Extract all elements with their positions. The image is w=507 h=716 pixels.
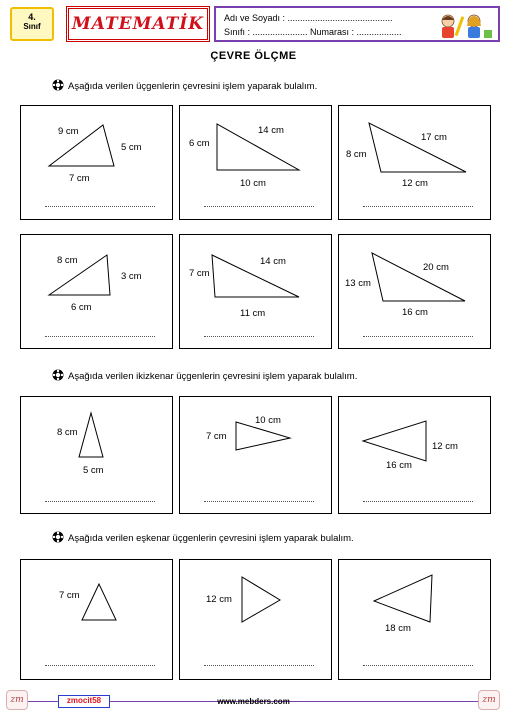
class-number-line: Sınıfı : ...................... Numarası : .................. <box>224 27 402 37</box>
flower-bullet-icon <box>52 79 64 91</box>
right-zm-logo: zm <box>478 690 500 710</box>
instruction-3 <box>52 531 354 544</box>
answer-line <box>45 665 155 666</box>
side-label: 7 cm <box>189 268 210 279</box>
subject-banner <box>66 6 210 42</box>
triangle-shape <box>180 106 333 221</box>
triangle-card-1 <box>20 105 173 220</box>
triangle-card-2 <box>179 105 332 220</box>
answer-line <box>204 336 314 337</box>
kids-illustration-icon <box>434 12 494 40</box>
flower-bullet-icon <box>52 369 64 381</box>
isosceles-card-3 <box>338 396 491 514</box>
answer-line <box>363 665 473 666</box>
isosceles-card-1 <box>20 396 173 514</box>
page-title: ÇEVRE ÖLÇME <box>210 50 297 62</box>
side-label: 17 cm <box>421 132 447 143</box>
isosceles-card-2 <box>179 396 332 514</box>
name-line: Adı ve Soyadı : .......................................... <box>224 13 393 23</box>
side-label: 9 cm <box>58 126 79 137</box>
side-label: 7 cm <box>206 431 227 442</box>
side-label: 8 cm <box>57 255 78 266</box>
side-label: 10 cm <box>255 415 281 426</box>
answer-line <box>45 336 155 337</box>
triangle-shape <box>339 560 492 681</box>
side-label: 12 cm <box>432 441 458 452</box>
grade-number: 4. <box>28 12 36 22</box>
side-label: 12 cm <box>206 594 232 605</box>
triangle-shape <box>21 397 174 515</box>
side-label: 10 cm <box>240 178 266 189</box>
side-label: 13 cm <box>345 278 371 289</box>
side-label: 8 cm <box>57 427 78 438</box>
worksheet-code: zmocit58 <box>58 695 110 708</box>
answer-line <box>204 501 314 502</box>
instruction-1 <box>52 79 317 92</box>
answer-line <box>204 665 314 666</box>
website-link[interactable]: www.mebders.com <box>217 697 290 706</box>
triangle-shape <box>339 106 492 221</box>
instruction-text: Aşağıda verilen eşkenar üçgenlerin çevresini işlem yaparak bulalım. <box>68 533 354 544</box>
instruction-2 <box>52 369 357 382</box>
triangle-shape <box>21 106 174 221</box>
triangle-shape <box>180 560 333 681</box>
grade-badge <box>10 7 54 41</box>
side-label: 20 cm <box>423 262 449 273</box>
flower-bullet-icon <box>52 531 64 543</box>
triangle-card-3 <box>338 105 491 220</box>
answer-line <box>204 206 314 207</box>
side-label: 18 cm <box>385 623 411 634</box>
side-label: 14 cm <box>258 125 284 136</box>
side-label: 16 cm <box>386 460 412 471</box>
side-label: 7 cm <box>69 173 90 184</box>
triangle-shape <box>180 235 333 350</box>
answer-line <box>363 206 473 207</box>
triangle-shape <box>339 235 492 350</box>
triangle-card-4 <box>20 234 173 349</box>
side-label: 6 cm <box>189 138 210 149</box>
side-label: 5 cm <box>121 142 142 153</box>
instruction-text: Aşağıda verilen üçgenlerin çevresini işlem yaparak bulalım. <box>68 81 318 92</box>
side-label: 5 cm <box>83 465 104 476</box>
equilateral-card-1 <box>20 559 173 680</box>
instruction-text: Aşağıda verilen ikizkenar üçgenlerin çevresini işlem yaparak bulalım. <box>68 371 358 382</box>
grade-word: Sınıf <box>23 22 41 31</box>
triangle-card-6 <box>338 234 491 349</box>
equilateral-card-3 <box>338 559 491 680</box>
answer-line <box>45 501 155 502</box>
side-label: 7 cm <box>59 590 80 601</box>
side-label: 14 cm <box>260 256 286 267</box>
side-label: 3 cm <box>121 271 142 282</box>
answer-line <box>363 501 473 502</box>
student-info-box <box>214 6 500 42</box>
side-label: 11 cm <box>240 308 266 319</box>
triangle-shape <box>21 560 174 681</box>
triangle-card-5 <box>179 234 332 349</box>
left-zm-logo: zm <box>6 690 28 710</box>
triangle-shape <box>339 397 492 515</box>
answer-line <box>45 206 155 207</box>
equilateral-card-2 <box>179 559 332 680</box>
triangle-shape <box>21 235 174 350</box>
side-label: 16 cm <box>402 307 428 318</box>
side-label: 8 cm <box>346 149 367 160</box>
side-label: 6 cm <box>71 302 92 313</box>
subject-title: MATEMATİK <box>71 14 205 34</box>
answer-line <box>363 336 473 337</box>
worksheet-header <box>8 6 500 42</box>
side-label: 12 cm <box>402 178 428 189</box>
